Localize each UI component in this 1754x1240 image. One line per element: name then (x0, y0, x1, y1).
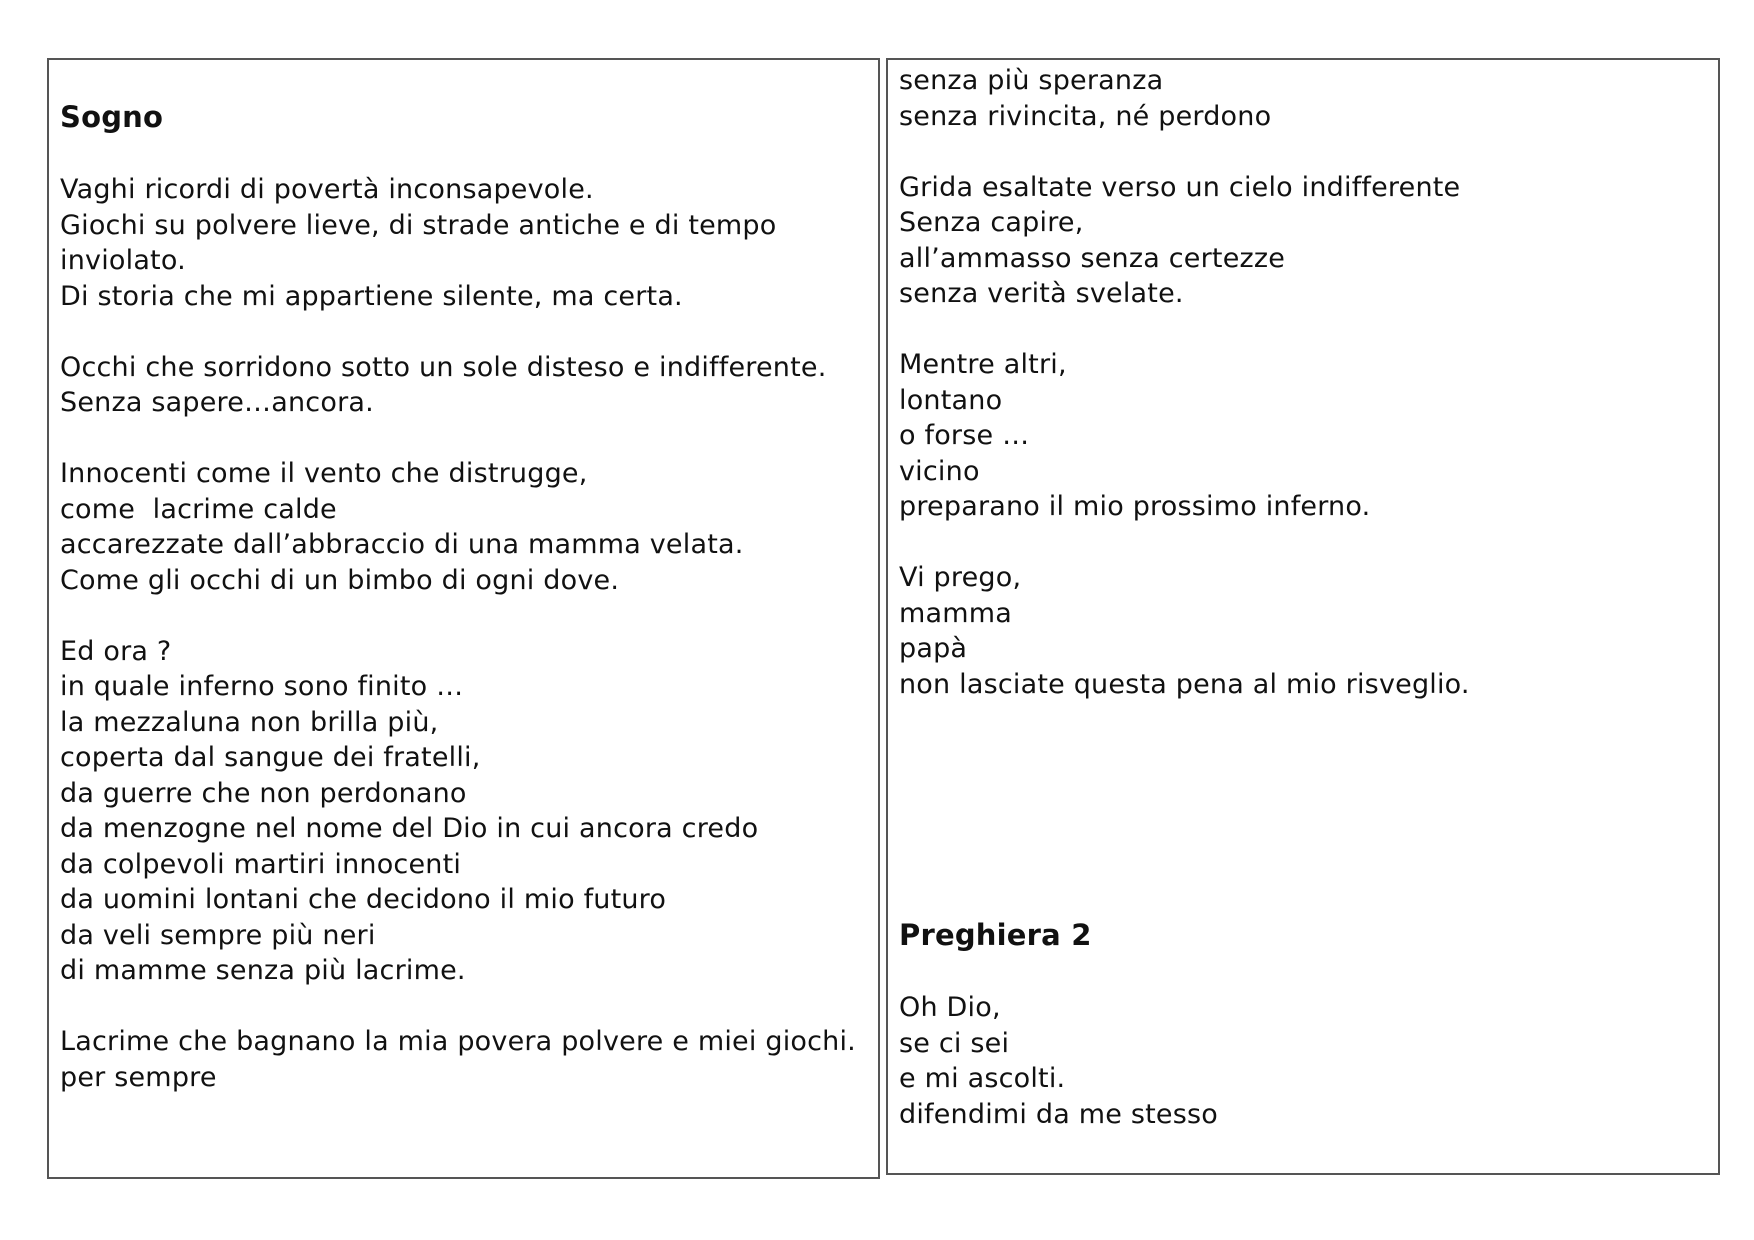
poem-line: Giochi su polvere lieve, di strade antiche e di tempo inviolato. (60, 209, 777, 276)
poem-sogno (60, 97, 870, 1095)
poem-line: e mi ascolti. (899, 1063, 1066, 1094)
poem-line: coperta dal sangue dei fratelli, (60, 742, 481, 773)
poem-title: Preghiera 2 (899, 918, 1092, 952)
poem-line: Senza capire, (899, 207, 1084, 238)
poem-line: Di storia che mi appartiene silente, ma certa. (60, 280, 683, 312)
poem-line: Lacrime che bagnano la mia povera polvere e miei giochi. (60, 1026, 856, 1057)
poem-line: da uomini lontani che decidono il mio futuro (60, 884, 667, 915)
poem-title: Sogno (60, 100, 164, 134)
poem-line: lontano (899, 384, 1003, 416)
poem-line: mamma (899, 597, 1012, 629)
poem-line: non lasciate questa pena al mio risveglio. (899, 668, 1470, 700)
poem-line: da guerre che non perdonano (60, 777, 467, 809)
poem-box-right (886, 58, 1720, 1175)
poem-line: da colpevoli martiri innocenti (60, 848, 462, 880)
poem-line: Vi prego, (899, 562, 1022, 593)
poem-preghiera-2 (899, 915, 1710, 1132)
poem-line: Come gli occhi di un bimbo di ogni dove. (60, 564, 620, 596)
poem-line: all’ammasso senza certezze (899, 242, 1286, 274)
poem-line: la mezzaluna non brilla più, (60, 706, 439, 738)
poem-line: senza rivincita, né perdono (899, 100, 1272, 132)
poem-line: per sempre (60, 1061, 217, 1093)
poem-line: in quale inferno sono finito … (60, 671, 464, 702)
poem-line: Occhi che sorridono sotto un sole disteso e indifferente. (60, 351, 827, 383)
poem-line: Grida esaltate verso un cielo indifferente (899, 171, 1461, 203)
poem-line: da menzogne nel nome del Dio in cui ancora credo (60, 813, 759, 844)
poem-line: vicino (899, 455, 980, 487)
poem-line: papà (899, 633, 968, 664)
poem-line: preparano il mio prossimo inferno. (899, 491, 1371, 522)
poem-line: da veli sempre più neri (60, 919, 376, 951)
poem-line: come lacrime calde (60, 493, 337, 525)
poem-line: senza verità svelate. (899, 278, 1184, 309)
poem-line: Oh Dio, (899, 992, 1001, 1023)
poem-line: Senza sapere…ancora. (60, 387, 374, 418)
poem-line: di mamme senza più lacrime. (60, 955, 466, 986)
poem-line: Mentre altri, (899, 349, 1067, 380)
poem-line: Ed ora ? (60, 635, 172, 667)
poem-sogno-continued (899, 63, 1710, 1132)
poem-line: difendimi da me stesso (899, 1098, 1218, 1130)
poem-line: accarezzate dall’abbraccio di una mamma velata. (60, 529, 744, 560)
poem-line: se ci sei (899, 1027, 1010, 1059)
poem-line: Vaghi ricordi di povertà inconsapevole. (60, 174, 594, 205)
poem-box-left (47, 58, 880, 1179)
poem-line: Innocenti come il vento che distrugge, (60, 458, 588, 489)
poem-line: senza più speranza (899, 65, 1164, 96)
poem-line: o forse … (899, 420, 1030, 451)
